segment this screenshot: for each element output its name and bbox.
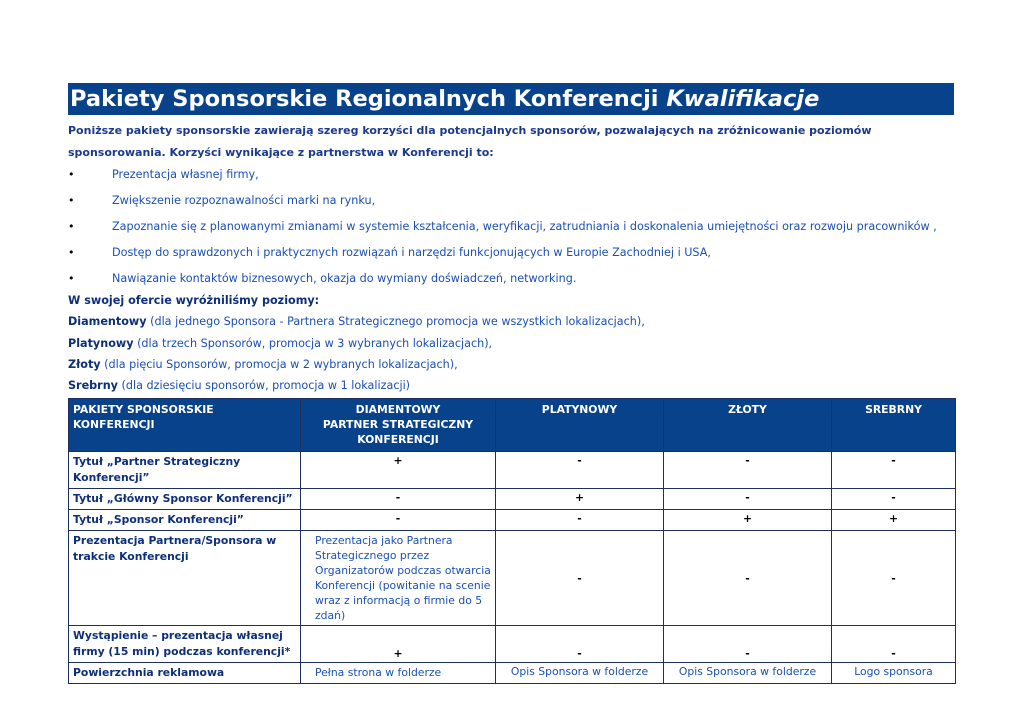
table-cell: Opis Sponsora w folderze <box>664 663 832 684</box>
table-cell: + <box>301 626 496 663</box>
table-row <box>69 626 956 663</box>
level-name: Diamentowy <box>68 315 147 329</box>
list-item-text: Nawiązanie kontaktów biznesowych, okazja do wymiany doświadczeń, networking. <box>112 272 577 285</box>
header-diamond <box>301 399 496 452</box>
table-cell: - <box>664 626 832 663</box>
list-item <box>68 164 948 190</box>
sponsorship-table <box>68 398 956 684</box>
table-cell: - <box>832 452 956 489</box>
table-cell: - <box>832 489 956 510</box>
list-item <box>68 216 948 242</box>
row-label: Prezentacja Partnera/Sponsora w trakcie Konferencji <box>69 531 301 626</box>
table-cell: - <box>301 510 496 531</box>
level-silver <box>68 375 948 396</box>
title-main: Pakiety Sponsorskie Regionalnych Konferencji <box>70 86 667 112</box>
table-cell: - <box>832 531 956 626</box>
bullet-icon: • <box>68 168 75 181</box>
level-name: Złoty <box>68 357 101 371</box>
table-cell: + <box>301 452 496 489</box>
list-item <box>68 242 948 268</box>
levels-heading: W swojej ofercie wyróżniliśmy poziomy: <box>68 294 320 307</box>
table-cell: Logo sponsora <box>832 663 956 684</box>
table-cell: Prezentacja jako Partnera Strategicznego przez Organizatorów podczas otwarcia Konferencji (powitanie na scenie wraz z informacją o firmie do 5 zdań) <box>301 531 496 626</box>
row-label: Powierzchnia reklamowa <box>69 663 301 684</box>
list-item <box>68 190 948 216</box>
table-row <box>69 663 956 684</box>
table-cell: + <box>664 510 832 531</box>
row-label: Wystąpienie – prezentacja własnej firmy (15 min) podczas konferencji* <box>69 626 301 663</box>
level-desc: (dla pięciu Sponsorów, promocja w 2 wybranych lokalizacjach), <box>100 357 458 371</box>
table-cell: - <box>301 489 496 510</box>
table-cell: - <box>496 510 664 531</box>
intro-paragraph: Poniższe pakiety sponsorskie zawierają szereg korzyści dla potencjalnych sponsorów, pozwalających na zróżnicowanie poziomów sponsorowania. Korzyści wynikające z partnerstwa w Konferencji to: <box>68 124 872 159</box>
level-name: Srebrny <box>68 379 118 393</box>
list-item-text: Zapoznanie się z planowanymi zmianami w systemie kształcenia, weryfikacji, zatrudniania i doskonalenia umiejętności oraz rozwoju pracowników , <box>112 220 937 233</box>
table-cell: - <box>496 452 664 489</box>
benefits-list <box>68 164 948 294</box>
list-item-text: Dostęp do sprawdzonych i praktycznych rozwiązań i narzędzi funkcjonujących w Europie Zachodniej i USA, <box>112 246 711 259</box>
bullet-icon: • <box>68 272 75 285</box>
level-gold <box>68 354 948 375</box>
table-header-row <box>69 399 956 452</box>
bullet-icon: • <box>68 220 75 233</box>
table-cell: - <box>496 531 664 626</box>
level-diamond <box>68 311 948 332</box>
level-desc: (dla jednego Sponsora - Partnera Strategicznego promocja we wszystkich lokalizacjach), <box>146 315 645 329</box>
levels-section <box>68 290 948 396</box>
level-name: Platynowy <box>68 336 134 350</box>
list-item-text: Prezentacja własnej firmy, <box>112 168 259 181</box>
table-row <box>69 489 956 510</box>
table-cell: - <box>664 489 832 510</box>
header-diamond-text: DIAMENTOWY PARTNER STRATEGICZNY KONFERENCJI <box>322 403 474 446</box>
header-gold: ZŁOTY <box>664 399 832 452</box>
table-row <box>69 510 956 531</box>
list-item-text: Zwiększenie rozpoznawalności marki na rynku, <box>112 194 376 207</box>
level-desc: (dla trzech Sponsorów, promocja w 3 wybranych lokalizacjach), <box>133 336 493 350</box>
header-packages: PAKIETY SPONSORSKIE KONFERENCJI <box>69 399 301 452</box>
table-row <box>69 531 956 626</box>
table-cell: - <box>664 531 832 626</box>
header-platinum: PLATYNOWY <box>496 399 664 452</box>
table-cell: - <box>496 626 664 663</box>
row-label: Tytuł „Partner Strategiczny Konferencji” <box>69 452 301 489</box>
table-cell: + <box>832 510 956 531</box>
row-label: Tytuł „Główny Sponsor Konferencji” <box>69 489 301 510</box>
bullet-icon: • <box>68 246 75 259</box>
header-silver: SREBRNY <box>832 399 956 452</box>
table-cell: Pełna strona w folderze <box>301 663 496 684</box>
level-platinum <box>68 333 948 354</box>
row-label: Tytuł „Sponsor Konferencji” <box>69 510 301 531</box>
table-cell: - <box>664 452 832 489</box>
page-title <box>68 83 954 115</box>
table-row <box>69 452 956 489</box>
table-cell: - <box>832 626 956 663</box>
table-cell: Opis Sponsora w folderze <box>496 663 664 684</box>
level-desc: (dla dziesięciu sponsorów, promocja w 1 lokalizacji) <box>117 379 411 393</box>
bullet-icon: • <box>68 194 75 207</box>
table-cell: + <box>496 489 664 510</box>
title-emphasis: Kwalifikacje <box>666 86 820 112</box>
